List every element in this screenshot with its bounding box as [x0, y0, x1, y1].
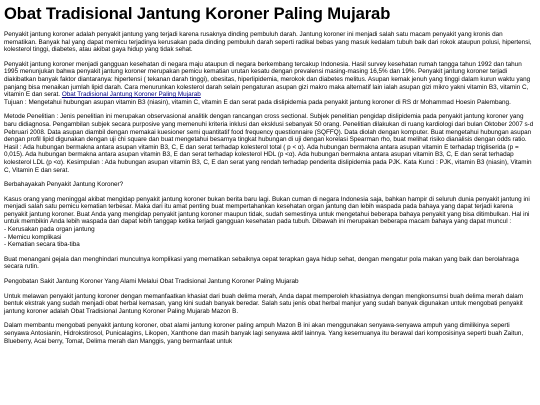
section-heading-bahaya: Berbahayakah Penyakit Jantung Koroner? [4, 181, 124, 189]
list-item: - Kematian secara tiba-tiba [4, 241, 80, 249]
paragraph-metode: Metode Penelitian : Jenis penelitian ini merupakan observasional analitik dengan rancangan cross sectional. Subjek penelitian pengidap dislipidemia pada penyakit jantung koroner yang baru didiagnosa. Pengambilan subjek secara purposive yang memenuhi kriteria inklusi dan eksklusi sebanyak 50 orang. Penelitian dilakukan di ruang kardiologi dari bulan Oktober 2007 s-d Pebruari 2008. Data asupan diambil dengan memakai kuesioner semi quantitatif food frequency questionnaire (SQFFQ). Data diolah dengan komputer. Buat mengetahui hubungan asupan dengan profil lipid digunakan dengan uji chi square dan buat mengetahui besarnya tingkat hubungan di uji dengan korelasi Spearman rho, buat melihat risiko dianalisis dengan odds ratio. Hasil : Ada hubungan bermakna antara asupan vitamin B3, C, E dan serat terhadap kolesterol total ( p < α). Ada hubungan bermakna antara asupan vitamin E terhadap trigliserida (p = 0,015). Ada hubungan bermakna antara asupan vitamin B3, E dan serat terhadap kolesterol HDL (p <α). Ada hubungan bermakna antara asupan vitamin B3, C, E dan serat terhadap kolesterol LDL (p <α). Kesimpulan : Ada hubungan asupan vitamin B3, C, E dan serat yang rendah terhadap penderita dislipidemia pada PJK. Kata Kunci : PJK, vitamin B3 (niasin), Vitamin C, Vitamin E dan serat. [4, 113, 534, 174]
paragraph-prevalence [4, 61, 536, 99]
paragraph-mazon: Dalam membantu mengobati penyakit jantung koroner, obat alami jantung koroner paling ampuh Mazon B ini akan menggunakan senyawa-senyawa ampuh yang dimilikinya seperti senyawa Antosianin, Hidrokstirosol, Punicalagins, Likopen, Xanthone dan masih banyak lagi senyawa aktif lainnya. Yang kesemuanya itu berawal dari komposisinya seperti buah Zaitun, Blueberry, Acai berry, Tomat, Delima merah dan Manggis, yang bermanfaat untuk [4, 322, 524, 345]
page-title: Obat Tradisional Jantung Koroner Paling Mujarab [4, 4, 391, 23]
list-item: - Memicu komplikasi [4, 233, 62, 241]
paragraph-delima: Untuk melawan penyakit jantung koroner dengan memanfaatkan khasiat dari buah delima merah, Anda dapat memperoleh khasiatnya dengan mengkonsumsi buah delima merah dalam bentuk ekstrak yang sudah menjadi obat herbal kemasan, yang kini sudah banyak beredar. Salah satu jenis obat herbal manjur yang sudah banyak digunakan untuk mengobati penyakit jantung koroner adalah Obat Tradisional Jantung Koroner Paling Mujarab Mazon B. [4, 292, 524, 315]
paragraph-bahaya: Kasus orang yang meninggal akibat mengidap penyakit jantung koroner bukan berita baru lagi. Bukan cuman di negara Indonesia saja, bahkan hampir di seluruh dunia penyakit jantung ini menjadi salah satu pemicu kematian terbesar. Maka dari itu amat penting buat mempertahankan kesehatan organ jantung dan lebih waspada pada bahaya yang dapat terjadi karena penyakit jantung koroner. Buat Anda yang mengidap penyakit jantung koroner maupun tidak, sudah semestinya untuk mengetahui beberapa bahaya penyakit yang bisa ditimbulkan. Hal ini untuk membikin Anda lebih waspada dan dapat lebih tanggap ketika terjadi gangguan kesehatan pada tubuh. Dibawah ini merupakan beberapa macam bahaya yang dapat muncul : [4, 195, 530, 226]
bahaya-list [4, 226, 536, 249]
paragraph-gaya-hidup: Buat menangani gejala dan menghindari munculnya komplikasi yang mematikan sebaiknya cepat terapkan gaya hidup sehat, dengan mengatur pola makan yang baik dan berolahraga secara rutin. [4, 255, 519, 271]
paragraph-intro: Penyakit jantung koroner adalah penyakit jantung yang terjadi karena rusaknya dinding pembuluh darah. Jantung koroner ini menjadi salah satu macam penyakit yang kronis dan mematikan. Banyak hal yang dapat memicu terjadinya kerusakan pada dinding pembuluh darah seperti radikal bebas yang masuk kedalam tubuh baik dari rokok ataupun polusi, hipertensi, kolesterol tinggi, diabetes, atau akibat gaya hidup yang tidak sehat. [4, 31, 532, 54]
section-heading-pengobatan: Pengobatan Sakit Jantung Koroner Yang Alami Melalui Obat Tradisional Jantung Koroner Paling Mujarab [4, 278, 299, 286]
paragraph-prevalence-text: Penyakit jantung koroner menjadi gangguan kesehatan di negara maju ataupun di negara berkembang tercakup Indonesia. Hasil survey kesehatan rumah tangga tahun 1992 dan tahun 1995 menunjukan bahwa penyakit jantung koroner merupakan pemicu kematian urutan kesatu dengan prevalensi masing-masing 16,5% dan 19%. Penyakit jantung koroner terjadi diakibatkan banyak faktor diantaranya: hipertensi ( tekanan darah tinggi), obesitas, hiperlipidemia, merokok dan diabetes melitus. Asupan kemak jenuh yang tinggi dalam kurun waktu yang panjang bisa menaikan jumlah lipid darah. Cara menurunkan kolesterol darah selain pengaturan asupan gizi makro maka alternatif lain ialah asupan gizi mikro yakni vitamin B3, vitamin C, vitamin E dan serat. [4, 60, 531, 99]
list-item: - Kerusakan pada organ jantung [4, 226, 95, 234]
paragraph-tujuan: Tujuan : Mengetahui hubungan asupan vitamin B3 (niasin), vitamin C, vitamin E dan serat pada dislipidemia pada penyakit jantung koroner di RS dr Mohammad Hoesin Palembang. [4, 98, 511, 106]
article-link[interactable]: Obat Tradisional Jantung Koroner Paling Mujarab [61, 91, 201, 99]
